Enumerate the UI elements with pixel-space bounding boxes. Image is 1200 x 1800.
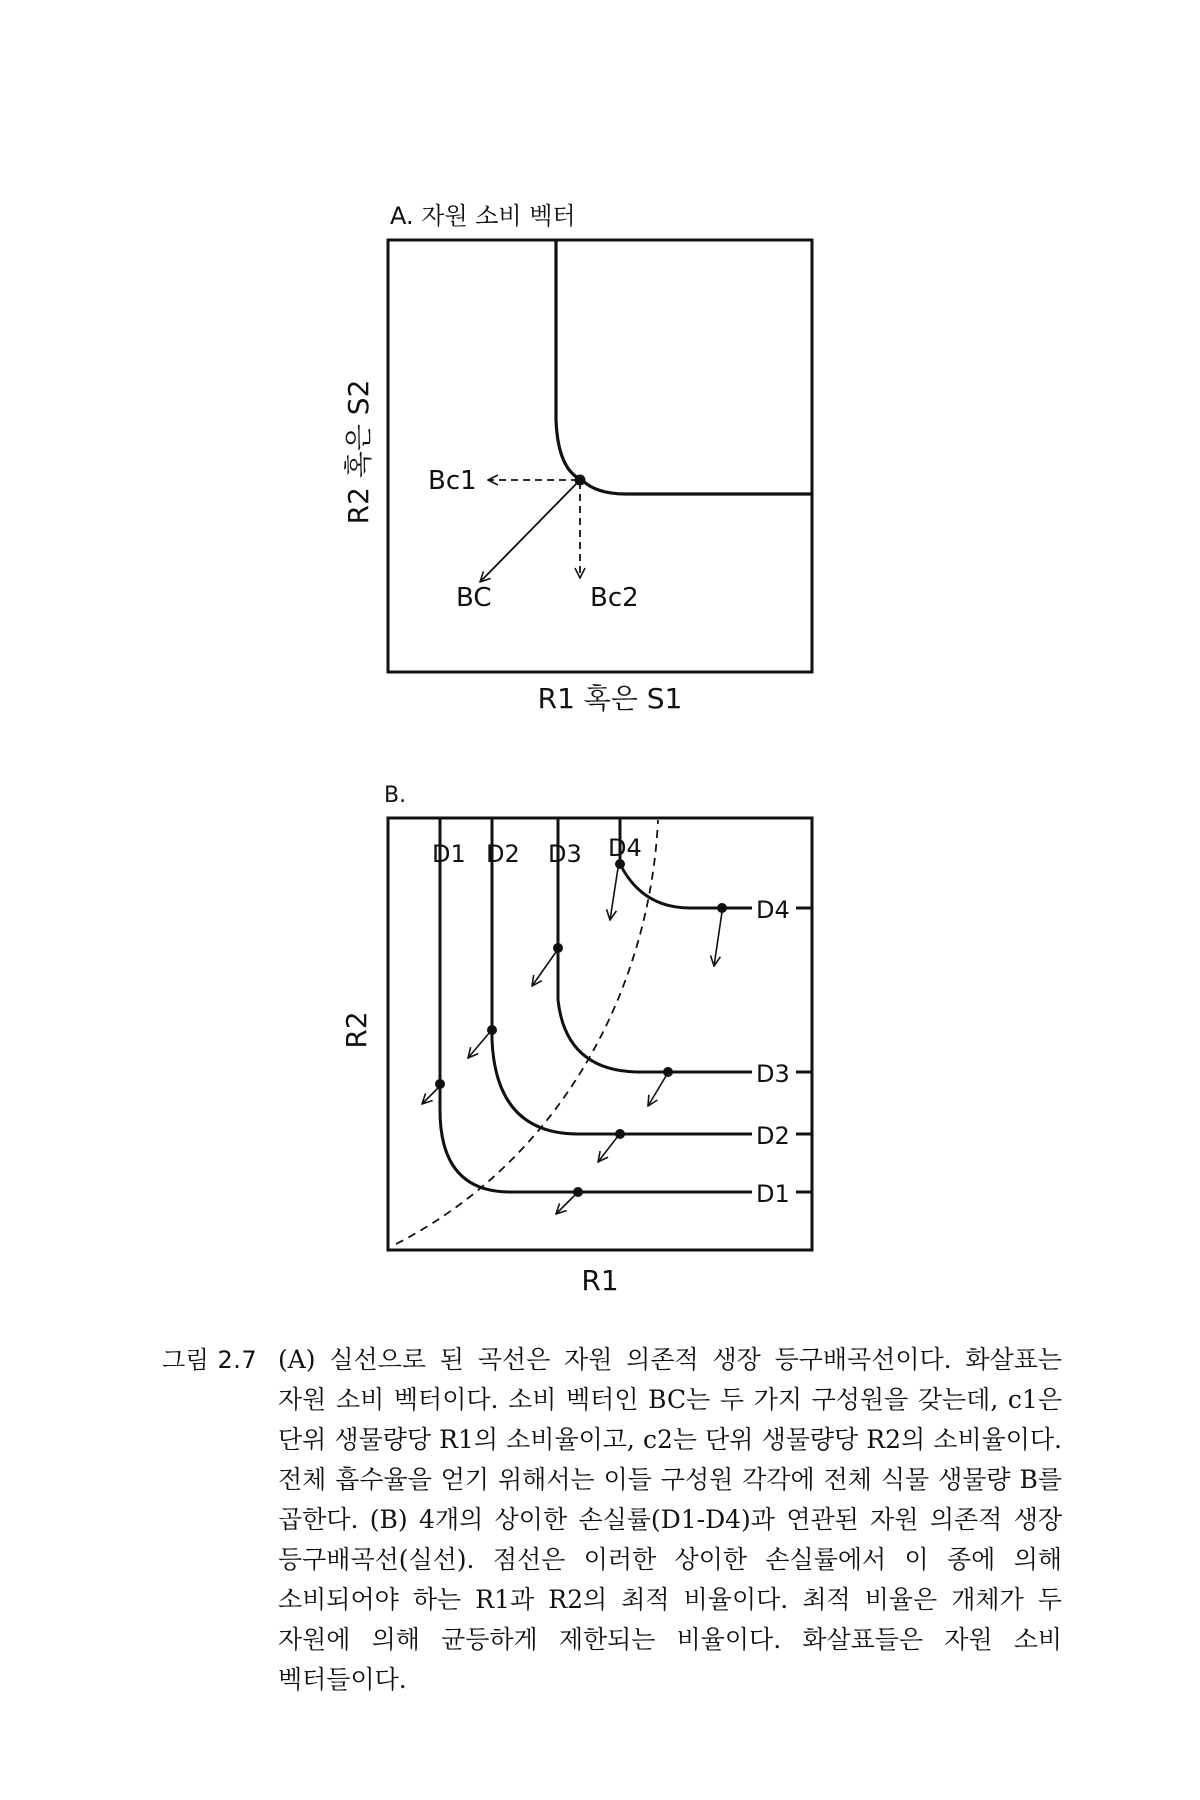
panel-b-label-top-d1: D1 — [432, 840, 466, 868]
panel-b-label-top-d3: D3 — [548, 840, 582, 868]
panel-a-isocline — [556, 240, 812, 494]
panel-b-isocline-d4 — [620, 818, 752, 908]
panel-a-title: A. 자원 소비 벡터 — [390, 202, 576, 230]
panel-b-point — [663, 1067, 673, 1077]
panel-b-vector-arrow — [422, 1086, 440, 1104]
panel-b-optimal-ratio-curve — [396, 820, 658, 1244]
panel-b-vector-arrow — [532, 952, 556, 986]
panel-a-bc1-label: Bc1 — [428, 466, 477, 496]
caption-label: 그림 2.7 — [162, 1346, 258, 1374]
panel-b-label-top-d4: D4 — [608, 834, 642, 862]
panel-a-bc-arrow — [480, 482, 578, 582]
panel-a-x-label: R1 혹은 S1 — [537, 682, 683, 715]
panel-a — [342, 202, 812, 715]
panel-b-vector-arrow — [610, 868, 618, 920]
panel-b-label-right-d2: D2 — [756, 1122, 790, 1150]
panel-b-vector-arrow — [648, 1076, 666, 1106]
panel-b-y-label: R2 — [340, 1011, 373, 1049]
panel-b-label-top-d2: D2 — [486, 840, 520, 868]
panel-b-point — [553, 943, 563, 953]
panel-b-point — [435, 1079, 445, 1089]
panel-b-label-right-d4: D4 — [756, 896, 790, 924]
panel-b-vector-arrow — [468, 1032, 490, 1058]
panel-b-point — [717, 903, 727, 913]
panel-b-x-label: R1 — [581, 1264, 619, 1297]
panel-b-vector-arrow — [598, 1136, 618, 1162]
panel-b-label-right-d3: D3 — [756, 1060, 790, 1088]
panel-b-label-right-d1: D1 — [756, 1180, 790, 1208]
panel-b-frame — [388, 818, 812, 1250]
panel-b-isocline-d1 — [440, 818, 752, 1192]
figure-caption — [162, 1340, 1062, 1700]
panel-b-title: B. — [384, 783, 407, 808]
panel-b-isocline-d3 — [558, 818, 752, 1072]
panel-a-y-label: R2 혹은 S2 — [342, 379, 375, 525]
panel-a-bc2-label: Bc2 — [590, 583, 639, 613]
panel-b-vector-arrow — [556, 1194, 576, 1214]
panel-b — [340, 783, 812, 1297]
caption-text: (A) 실선으로 된 곡선은 자원 의존적 생장 등구배곡선이다. 화살표는 자원 소비 벡터이다. 소비 벡터인 BC는 두 가지 구성원을 갖는데, c1은 단위 생물량당 R1의 소비율이고, c2는 단위 생물량당 R2의 소비율이다. 전체 흡수율을 얻기 위해서는 이들 구성원 각각에 전체 식물 생물량 B를 곱한다. (B) 4개의 상이한 손실률(D1-D4)과 연관된 자원 의존적 생장 등구배곡선(실선). 점선은 이러한 상이한 손실률에서 이 종에 의해 소비되어야 하는 R1과 R2의 최적 비율이다. 최적 비율은 개체가 두 자원에 의해 균등하게 제한되는 비율이다. 화살표들은 자원 소비 벡터들이다. — [278, 1345, 1062, 1694]
panel-a-bc-label: BC — [456, 583, 492, 613]
panel-b-vector-arrow — [714, 912, 722, 966]
